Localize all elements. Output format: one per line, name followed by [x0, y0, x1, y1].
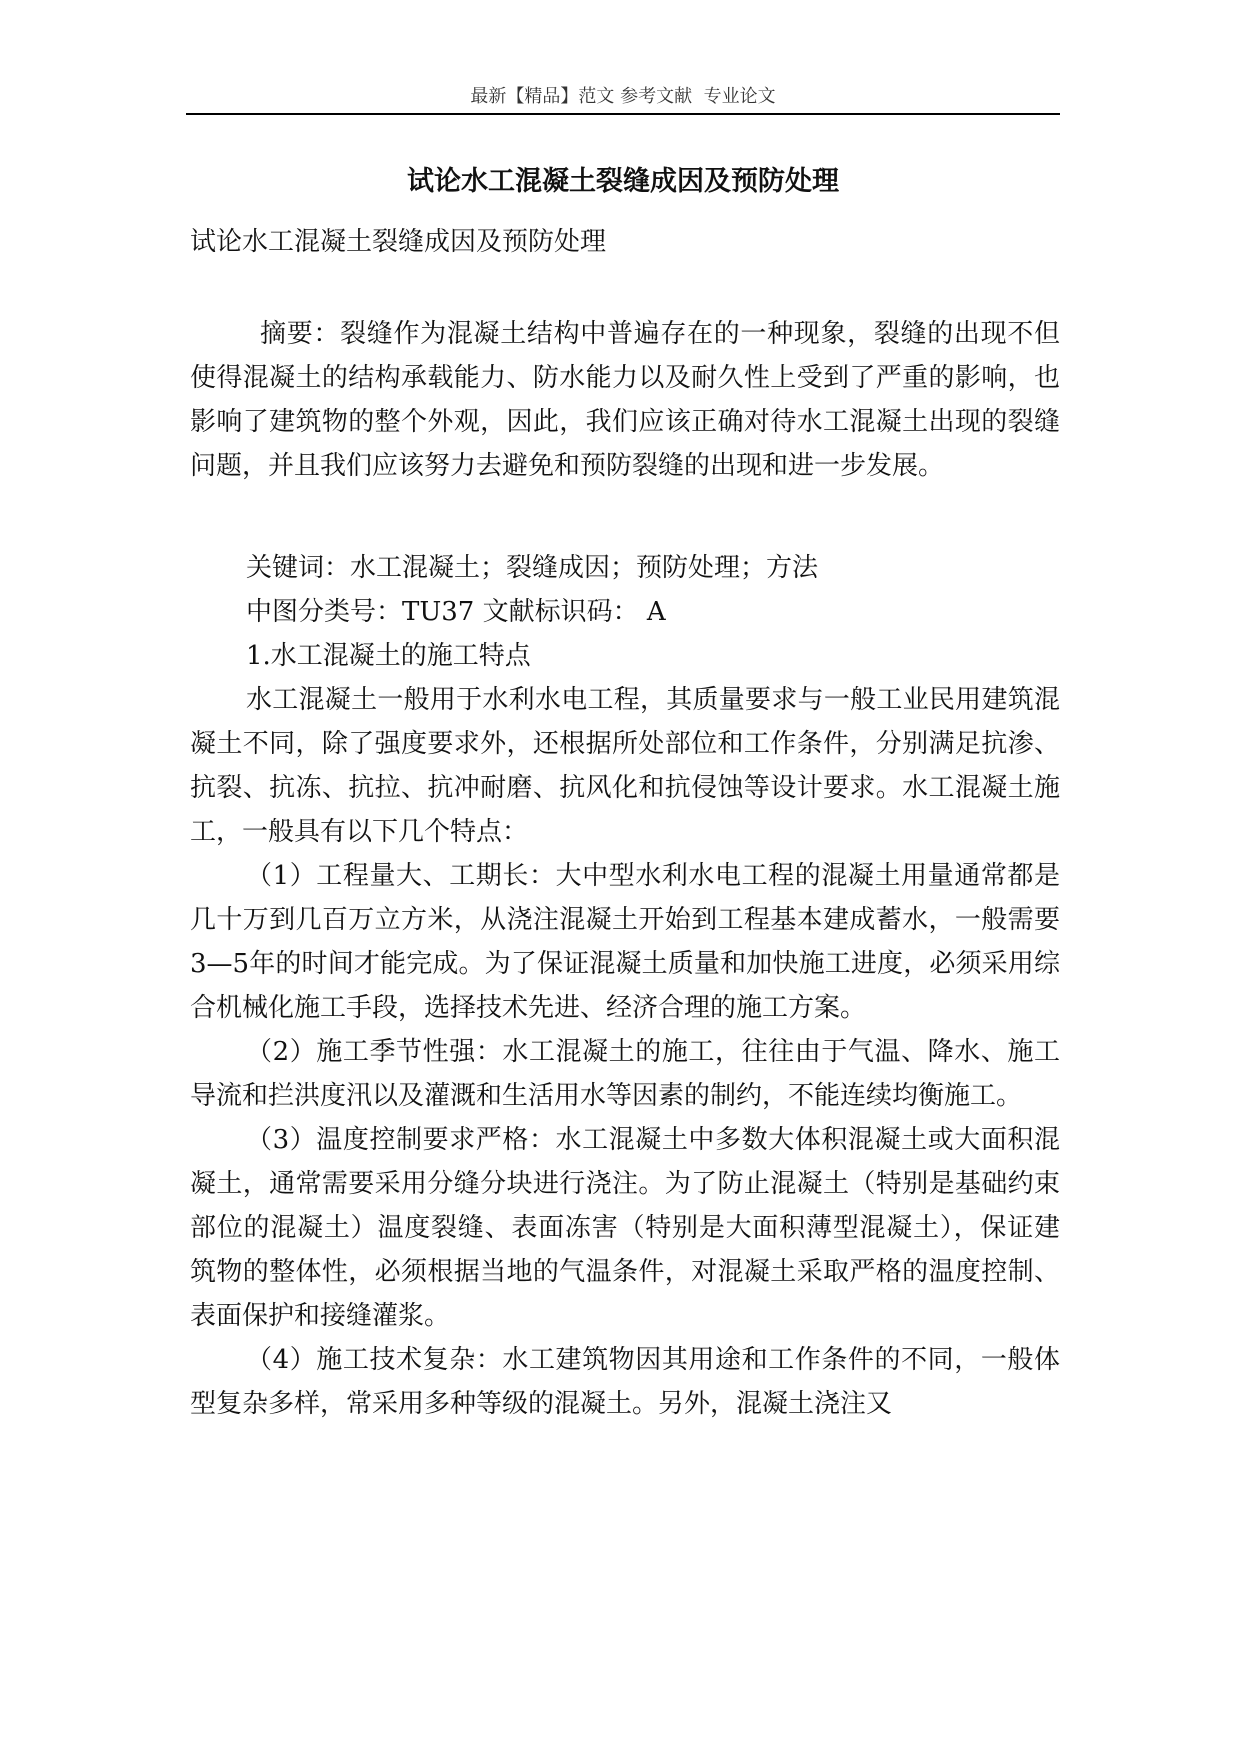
document-body: [190, 312, 1060, 1426]
document-title: 试论水工混凝土裂缝成因及预防处理: [407, 166, 839, 197]
list-item: （4）施工技术复杂：水工建筑物因其用途和工作条件的不同，一般体型复杂多样，常采用多种等级的混凝土。另外，混凝土浇注又: [190, 1345, 1060, 1419]
list-item: （1）工程量大、工期长：大中型水利水电工程的混凝土用量通常都是几十万到几百万立方米，从浇注混凝土开始到工程基本建成蓄水，一般需要3—5年的时间才能完成。为了保证混凝土质量和加快施工进度，必须采用综合机械化施工手段，选择技术先进、经济合理的施工方案。: [190, 861, 1060, 1023]
list-item: （2）施工季节性强：水工混凝土的施工，往往由于气温、降水、施工导流和拦洪度汛以及灌溉和生活用水等因素的制约，不能连续均衡施工。: [190, 1037, 1060, 1111]
document-subtitle: 试论水工混凝土裂缝成因及预防处理: [190, 227, 607, 257]
header-rule: [186, 113, 1060, 115]
paragraph-gap: [190, 488, 1060, 532]
abstract-paragraph: 摘要：裂缝作为混凝土结构中普遍存在的一种现象，裂缝的出现不但使得混凝土的结构承载能力、防水能力以及耐久性上受到了严重的影响，也影响了建筑物的整个外观，因此，我们应该正确对待水工混凝土出现的裂缝问题，并且我们应该努力去避免和预防裂缝的出现和进一步发展。: [190, 319, 1060, 481]
running-header: 最新【精品】范文 参考文献 专业论文: [470, 86, 776, 107]
section-intro-paragraph: 水工混凝土一般用于水利水电工程，其质量要求与一般工业民用建筑混凝土不同，除了强度要求外，还根据所处部位和工作条件，分别满足抗渗、抗裂、抗冻、抗拉、抗冲耐磨、抗风化和抗侵蚀等设计要求。水工混凝土施工，一般具有以下几个特点：: [190, 685, 1060, 847]
keywords-line: 关键词：水工混凝土；裂缝成因；预防处理；方法: [246, 553, 819, 583]
list-item: （3）温度控制要求严格：水工混凝土中多数大体积混凝土或大面积混凝土，通常需要采用分缝分块进行浇注。为了防止混凝土（特别是基础约束部位的混凝土）温度裂缝、表面冻害（特别是大面积薄型混凝土），保证建筑物的整体性，必须根据当地的气温条件，对混凝土采取严格的温度控制、表面保护和接缝灌浆。: [190, 1125, 1060, 1331]
section-heading: 1.水工混凝土的施工特点: [246, 641, 531, 671]
paragraph-gap: [190, 532, 1060, 546]
classification-line: 中图分类号：TU37 文献标识码： A: [246, 597, 666, 627]
